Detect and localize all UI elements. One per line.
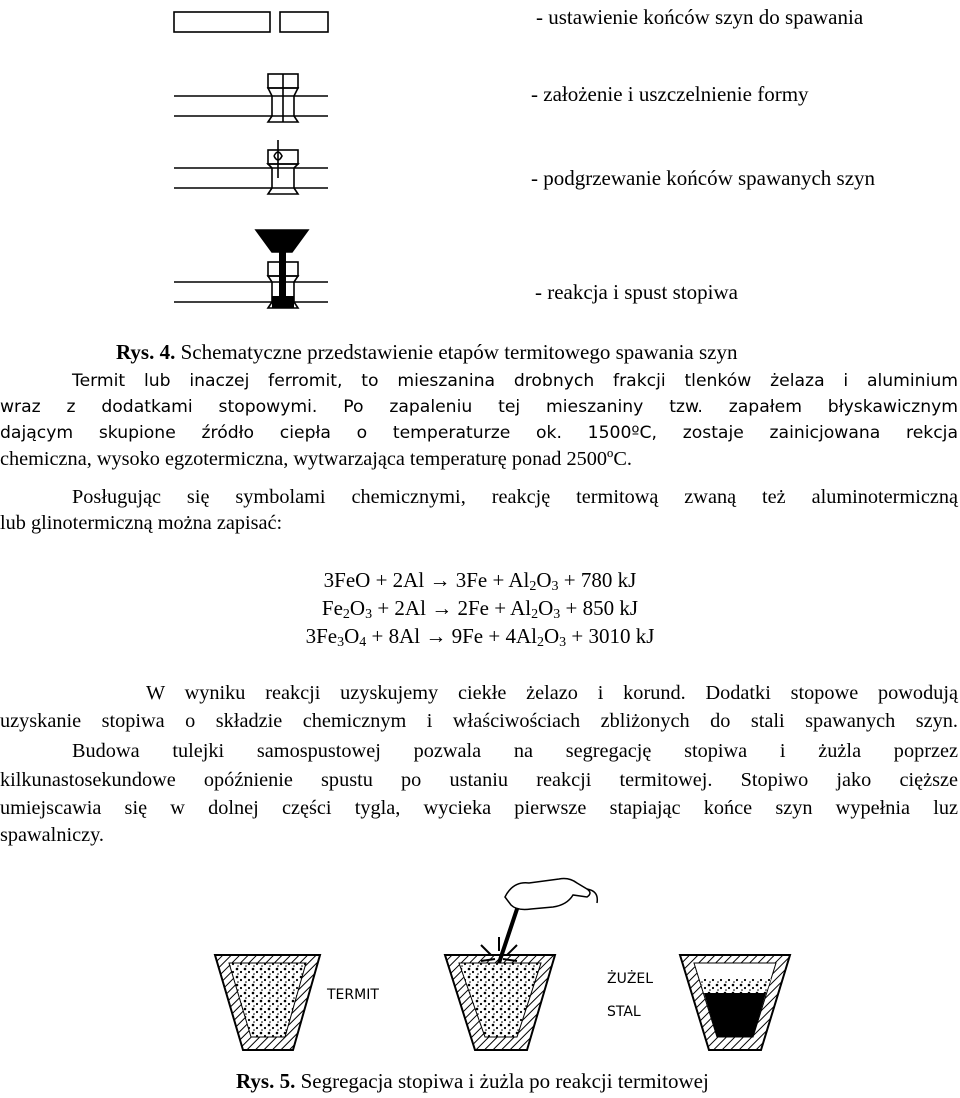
paragraph-line: spawalniczy.	[0, 824, 104, 846]
figure-4-label: Rys. 4.	[116, 340, 176, 364]
step-label-2: - założenie i uszczelnienie formy	[531, 82, 809, 106]
crucible-termit	[215, 955, 320, 1050]
arrow-icon: →	[429, 568, 451, 592]
paragraph-line: Budowa tulejki samospustowej pozwala na segregację stopiwa i żużla poprzez	[72, 740, 958, 762]
stal-label: STAL	[607, 1004, 641, 1020]
figure-4-caption	[116, 340, 737, 365]
paragraph-line: wraz z dodatkami stopowymi. Po zapaleniu tej mieszaniny tzw. zapałem błyskawicznym	[0, 397, 958, 417]
crucible-ignition	[445, 885, 555, 1050]
paragraph-line: dającym skupione źródło ciepła o temperaturze ok. 1500ºC, zostaje zainicjowana rekcja	[0, 423, 958, 443]
arrow-icon: →	[425, 624, 447, 648]
paragraph-line: Posługując się symbolami chemicznymi, reakcję termitową zwaną też aluminotermiczną	[72, 486, 958, 508]
paragraph-segregation-end	[0, 822, 958, 848]
step4-reaction	[174, 230, 328, 308]
zuzel-label: ŻUŻEL	[607, 971, 654, 987]
equation-1: $3FeO + 2Al \to 3Fe + Al_2O_3 + 780$ kJ	[323, 568, 637, 594]
paragraph-line: umiejscawia się w dolnej części tygla, wycieka pierwsze stapiając końce szyn wypełnia luz	[0, 797, 958, 819]
equation-3: $3Fe_3O_4 + 8Al \to 9Fe + 4Al_2O_3 + 3010$ kJ	[305, 624, 655, 650]
paragraph-line: uzyskanie stopiwa o składzie chemicznym i właściwościach zbliżonych do stali spawanych szyn.	[0, 710, 958, 732]
paragraph-reaction-intro-end	[0, 510, 958, 536]
figure-5-label: Rys. 5.	[236, 1069, 296, 1093]
paragraph-line: W wyniku reakcji uzyskujemy ciekłe żelazo i korund. Dodatki stopowe powodują	[146, 682, 958, 704]
step-label-3: - podgrzewanie końców spawanych szyn	[531, 166, 876, 190]
crucible-figure	[195, 855, 795, 1065]
crucible-segregation	[680, 955, 790, 1050]
paragraph-reaction-intro	[0, 484, 958, 510]
paragraph-line: Termit lub inaczej ferromit, to mieszanina drobnych frakcji tlenków żelaza i aluminium	[72, 371, 958, 391]
paragraph-line: lub glinotermiczną można zapisać:	[0, 512, 283, 534]
paragraph-result	[0, 679, 958, 735]
figure-5-caption	[236, 1069, 709, 1094]
step3-preheat	[174, 140, 328, 194]
step2-mould	[174, 74, 328, 122]
arrow-icon: →	[431, 596, 453, 620]
figure-4-text: Schematyczne przedstawienie etapów termitowego spawania szyn	[180, 340, 738, 364]
paragraph-line: kilkunastosekundowe opóźnienie spustu po ustaniu reakcji termitowej. Stopiwo jako cięższe	[0, 768, 958, 791]
paragraph-line: chemiczna, wysoko egzotermiczna, wytwarzająca temperaturę ponad 2500ºC.	[0, 448, 632, 470]
paragraph-termit-end	[0, 446, 958, 472]
welding-steps-diagram	[160, 0, 330, 320]
figure-5-text: Segregacja stopiwa i żużla po reakcji termitowej	[300, 1069, 709, 1093]
step-label-1: - ustawienie końców szyn do spawania	[536, 5, 864, 29]
equation-2: $Fe_2O_3 + 2Al \to 2Fe + Al_2O_3 + 850$ kJ	[321, 596, 639, 622]
hand-icon	[505, 879, 597, 910]
step-label-4: - reakcja i spust stopiwa	[535, 280, 738, 304]
step1-rails	[174, 12, 328, 32]
paragraph-segregation	[0, 737, 958, 823]
paragraph-termit	[0, 368, 958, 446]
termit-label: TERMIT	[327, 987, 379, 1003]
